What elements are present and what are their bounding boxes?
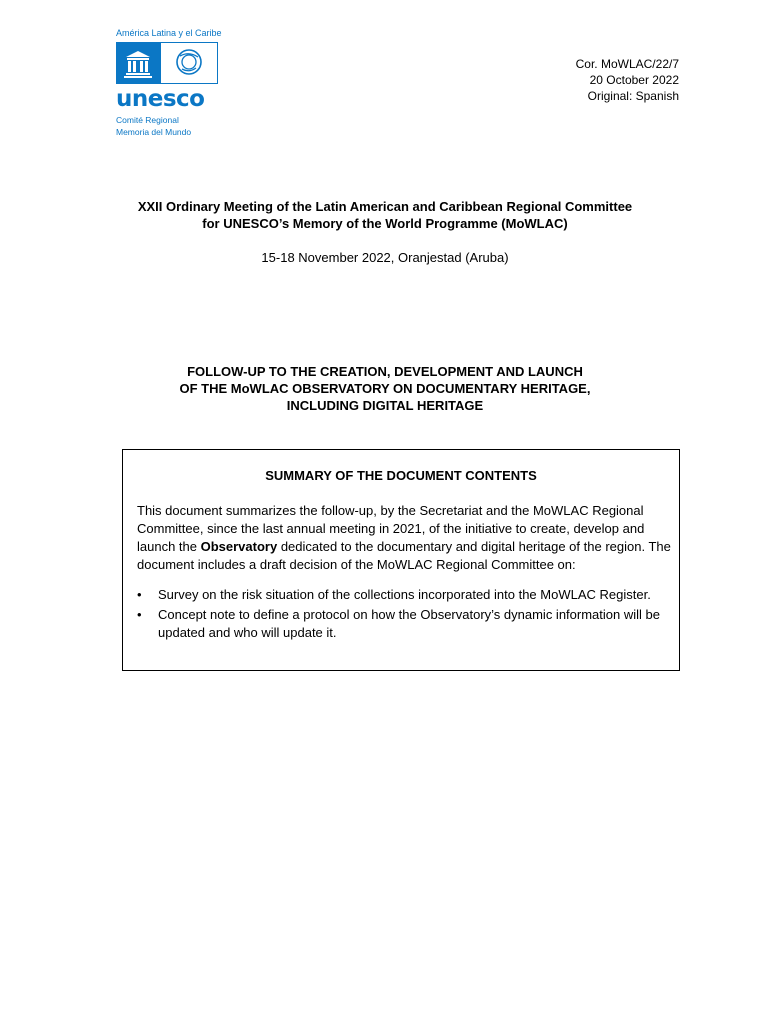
summary-text-bold: Observatory <box>200 539 278 554</box>
document-title <box>100 363 670 414</box>
reference-date: 20 October 2022 <box>589 73 679 87</box>
summary-bullet-list <box>137 586 675 644</box>
summary-heading: SUMMARY OF THE DOCUMENT CONTENTS <box>265 468 537 483</box>
unesco-logo <box>116 28 226 137</box>
summary-text-before: This document summarizes the follow-up, by the Secretariat and the MoWLAC Regional Committee, since the last annual meeting in 2021, of the initiative to create, develop and launch the <box>137 503 645 554</box>
logo-committee-line2: Memoria del Mundo <box>116 127 192 137</box>
memory-of-world-emblem-icon <box>160 42 218 84</box>
meeting-title <box>100 198 670 232</box>
logo-emblems <box>116 42 218 84</box>
summary-paragraph <box>137 502 675 574</box>
meeting-dates-place: 15-18 November 2022, Oranjestad (Aruba) <box>261 250 509 265</box>
meeting-title-line2: for UNESCO’s Memory of the World Programme (MoWLAC) <box>202 216 568 231</box>
bullet-text: Concept note to define a protocol on how the Observatory’s dynamic information will be updated and who will update it. <box>158 607 660 640</box>
reference-original-language: Original: Spanish <box>587 89 679 103</box>
summary-text-after: dedicated to the documentary and digital heritage of the region. The document includes a draft decision of the MoWLAC Regional Committee on: <box>137 539 671 572</box>
reference-code: Cor. MoWLAC/22/7 <box>575 57 679 71</box>
document-title-line1: FOLLOW-UP TO THE CREATION, DEVELOPMENT AND LAUNCH <box>187 364 583 379</box>
document-reference <box>576 56 679 104</box>
document-title-line3: INCLUDING DIGITAL HERITAGE <box>286 398 484 413</box>
document-title-line2: OF THE MoWLAC OBSERVATORY ON DOCUMENTARY HERITAGE, <box>179 381 591 396</box>
bullet-icon: • <box>137 587 142 602</box>
list-item <box>137 606 675 642</box>
temple-icon <box>116 42 160 84</box>
summary-box <box>122 449 680 671</box>
logo-region-text: América Latina y el Caribe <box>116 28 222 38</box>
bullet-icon: • <box>137 607 142 622</box>
logo-committee-line1: Comité Regional <box>116 115 179 125</box>
meeting-title-line1: XXII Ordinary Meeting of the Latin American and Caribbean Regional Committee <box>137 199 633 214</box>
logo-wordmark: unesco <box>116 86 205 112</box>
list-item <box>137 586 675 604</box>
bullet-text: Survey on the risk situation of the collections incorporated into the MoWLAC Register. <box>158 587 651 602</box>
